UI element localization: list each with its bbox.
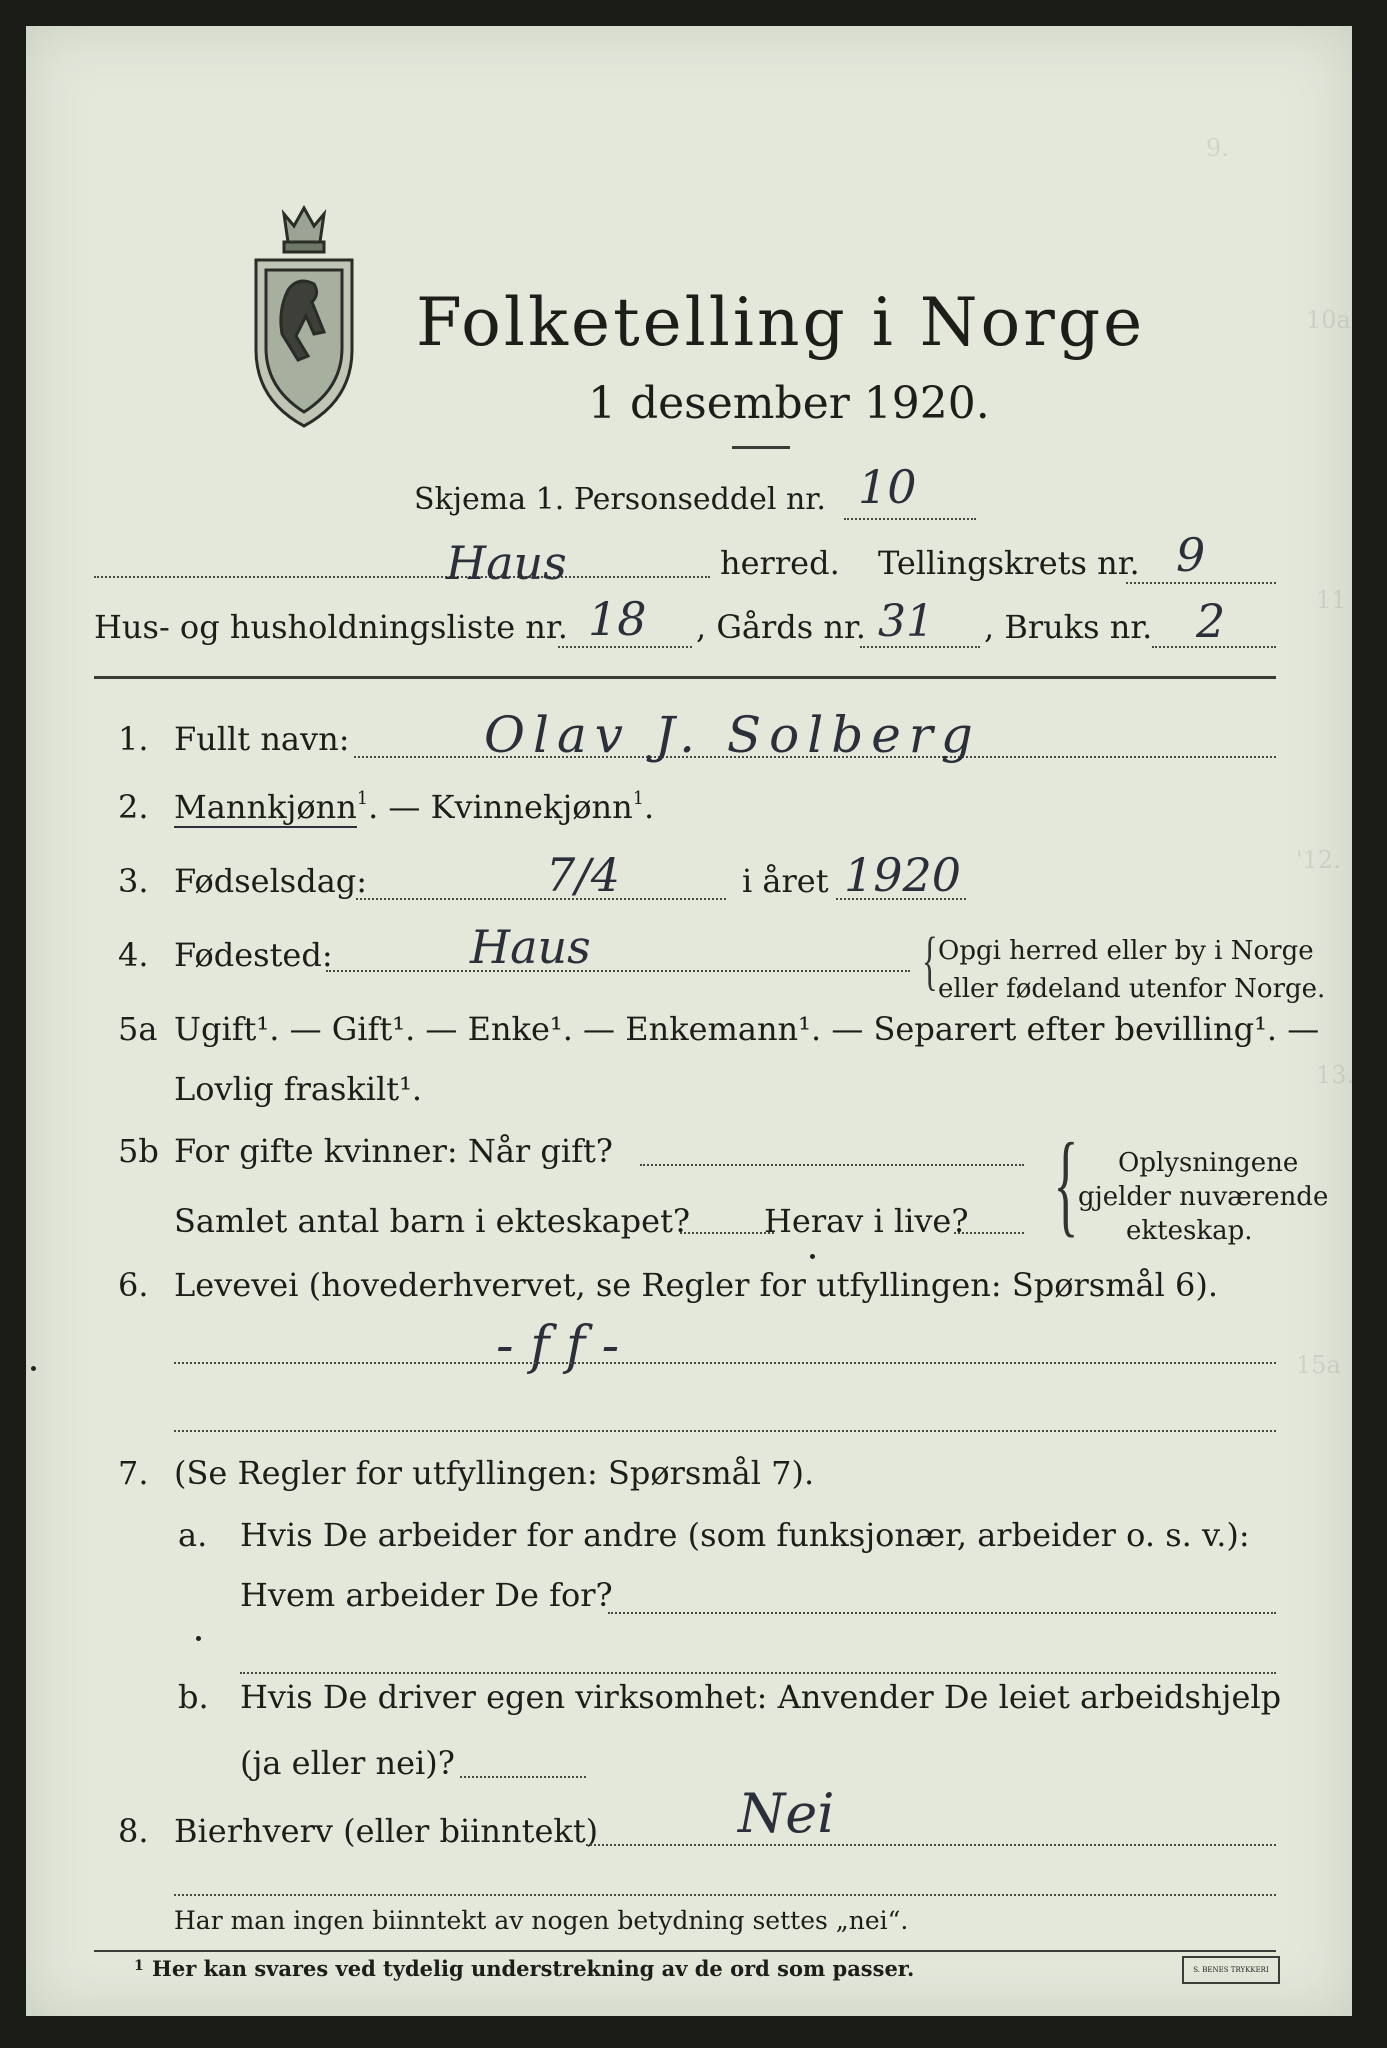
bruks-label: , Bruks nr. (984, 608, 1153, 646)
q6-occupation-value[interactable]: - f f - (496, 1316, 620, 1376)
q7-number: 7. (118, 1454, 149, 1492)
q5b-alive-label: Herav i live? (764, 1202, 969, 1240)
printer-stamp: S. BENES TRYKKERI (1182, 1956, 1280, 1984)
q4-number: 4. (118, 936, 149, 974)
q5a-marital-options[interactable]: Ugift¹. — Gift¹. — Enke¹. — Enkemann¹. — Separert efter bevilling¹. — (174, 1010, 1320, 1048)
q5b-married-when-label: For gifte kvinner: Når gift? (174, 1132, 613, 1170)
q2-kvinnekjonn-option[interactable]: Kvinnekjønn (430, 788, 633, 826)
q5a-number: 5a (118, 1010, 158, 1048)
q7a-line2: Hvem arbeider De for? (240, 1576, 613, 1614)
skjema-label: Skjema 1. Personseddel nr. (414, 482, 826, 517)
footnote: Her kan svares ved tydelig understrekning av de ord som passer. (152, 1956, 915, 1981)
herred-value[interactable]: Haus (446, 536, 567, 590)
q1-label: Fullt navn: (174, 720, 350, 758)
q4-note-line2: eller fødeland utenfor Norge. (938, 974, 1326, 1004)
hus-nr-value[interactable]: 18 (588, 592, 647, 646)
q7a-line1: Hvis De arbeider for andre (som funksjonær, arbeider o. s. v.): (240, 1516, 1250, 1554)
q8-side-income-value[interactable]: Nei (738, 1782, 835, 1845)
personseddel-nr-value[interactable]: 10 (858, 460, 917, 514)
q2-sex-options: Mannkjønn$^1$. — Kvinnekjønn$^1$. (174, 788, 655, 826)
q1-full-name-value[interactable]: Olav J. Solberg (484, 706, 981, 764)
q5a-fraskilt-option[interactable]: Lovlig fraskilt¹. (174, 1070, 423, 1108)
q7a-letter: a. (178, 1516, 208, 1554)
q5b-number: 5b (118, 1132, 159, 1170)
q7-label: (Se Regler for utfyllingen: Spørsmål 7). (174, 1454, 815, 1492)
q7b-line1: Hvis De driver egen virksomhet: Anvender De leiet arbeidshjelp (240, 1678, 1282, 1716)
form-date: 1 desember 1920. (588, 378, 990, 429)
q1-number: 1. (118, 720, 149, 758)
nei-instruction: Har man ingen biinntekt av nogen betydning settes „nei“. (174, 1906, 909, 1935)
q3-number: 3. (118, 862, 149, 900)
form-title: Folketelling i Norge (416, 284, 1146, 361)
q6-number: 6. (118, 1266, 149, 1304)
q7b-line2: (ja eller nei)? (240, 1744, 455, 1782)
q3-year-label: i året (742, 862, 829, 900)
gards-label: , Gårds nr. (696, 608, 866, 646)
gards-nr-value[interactable]: 31 (878, 596, 934, 647)
q5b-note-line1: Oplysningene (1118, 1148, 1299, 1178)
q2-number: 2. (118, 788, 149, 826)
q7b-letter: b. (178, 1678, 209, 1716)
census-form-sheet: 9. 10a 11 '12. 13. 15a Folketelling i Norge 1 desember 1920. Skjema 1. Personseddel nr. 10 Haus herred. Tellingskrets nr. 9 Hus- og husholdningsliste nr. 18 , Gårds nr. 31 , Bruks nr. 2 1. Fullt navn: Olav J. Solberg 2. Mannkjønn$^1$. — Kvinnekjønn$^1$. 3. Fødselsdag: 7/4 i året 1920 4. Fødested: Haus { Opgi herred eller by i Norge eller fødeland utenfor Norge. 5a Ugift¹. — Gift¹. — Enke¹. — Enkemann¹. — Separert efter bevilling¹. — Lovlig fraskilt¹. 5b For gifte kvinner: Når gift? Samlet antal barn i ekteskapet? Herav i live? { Oplysningene gjelder nuværende ekteskap. 6. Levevei (hovederhvervet, se Regler for utfyllingen: Spørsmål 6). - f f - 7. (Se Regler for utfyllingen: Spørsmål 7). a. Hvis De arbeider for andre (som funksjonær, arbeider o. s. v.): Hvem arbeider De for? b. Hvis De driver egen virksomhet: Anvender De leiet arbeidshjelp (ja eller nei)? 8. Bierhverv (eller biinntekt) Nei Har man ingen biinntekt av nogen betydning settes „nei“. 1 Her kan svares ved tydelig understrekning av de ord som passer. S. BENES TRYKKERI (26, 26, 1352, 2016)
q5b-note-line2: gjelder nuværende (1078, 1182, 1329, 1212)
tellingskrets-label: Tellingskrets nr. (878, 544, 1140, 582)
q4-label: Fødested: (174, 936, 333, 974)
q6-label: Levevei (hovederhvervet, se Regler for utfyllingen: Spørsmål 6). (174, 1266, 1219, 1304)
q3-year-value[interactable]: 1920 (844, 848, 962, 902)
coat-of-arms-icon (248, 200, 360, 432)
hus-label: Hus- og husholdningsliste nr. (94, 608, 568, 646)
q8-number: 8. (118, 1812, 149, 1850)
q3-label: Fødselsdag: (174, 862, 368, 900)
q5b-note-line3: ekteskap. (1126, 1216, 1253, 1246)
q3-birthdate-value[interactable]: 7/4 (546, 848, 621, 902)
q8-label: Bierhverv (eller biinntekt) (174, 1812, 599, 1850)
q4-birthplace-value[interactable]: Haus (470, 920, 591, 974)
q4-note-line1: Opgi herred eller by i Norge (938, 936, 1314, 966)
bruks-nr-value[interactable]: 2 (1196, 594, 1226, 648)
herred-label: herred. (720, 544, 840, 582)
tellingskrets-nr-value[interactable]: 9 (1176, 528, 1206, 582)
q5b-children-label: Samlet antal barn i ekteskapet? (174, 1202, 691, 1240)
footnote-mark: 1 (134, 1958, 144, 1974)
q2-mannkjonn-option[interactable]: Mannkjønn (174, 788, 357, 826)
